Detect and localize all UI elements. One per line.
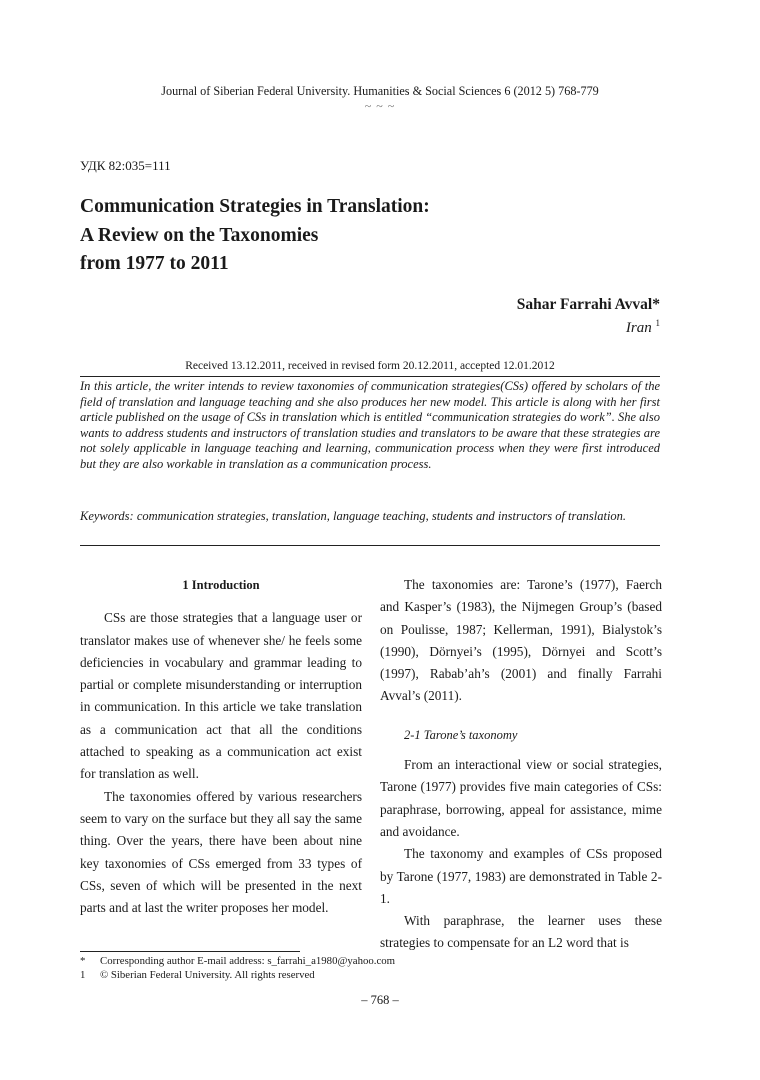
abstract-top-rule <box>80 376 660 377</box>
paragraph-intro-1: CSs are those strategies that a language user or translator makes use of whenever she/ he feels some deficiencies in vocabulary and grammar leading to partial or complete misunderstanding or interruption in communication. In this article we take translation as a communication act that all the conditions attached to speaking as a communication act exist for translation as well. <box>80 610 362 782</box>
footnote-rule <box>80 951 300 952</box>
udk-code: УДК 82:035=111 <box>80 158 171 173</box>
right-column <box>380 574 662 955</box>
affiliation-country: Iran <box>625 320 652 336</box>
paragraph-tarone-1: From an interactional view or social strategies, Tarone (1977) provides five main categories of CSs: paraphrase, borrowing, appeal for assistance, mime and avoidance. <box>380 757 662 839</box>
article-title <box>80 193 430 279</box>
footnote-text: © Siberian Federal University. All rights reserved <box>100 969 315 981</box>
affiliation-footnote-mark: 1 <box>655 318 660 328</box>
received-dates: Received 13.12.2011, received in revised form 20.12.2011, accepted 12.01.2012 <box>185 360 555 372</box>
author-name: Sahar Farrahi Avval* <box>516 296 660 313</box>
left-column <box>80 574 362 919</box>
footnote-corresponding-author <box>80 954 395 968</box>
abstract: In this article, the writer intends to review taxonomies of communication strategies(CSs) offered by scholars of the field of translation and language teaching and she also produces her new model. This article is along with her first article published on the usage of CSs in translation which is entitled “communication strategies do work”. She also wants to address students and instructors of translation studies and translators to be aware that these strategies are not solely applicable in language teaching and learning, communication process when they were first introduced but they are also workable in translation as a communication process. <box>80 379 660 471</box>
author-affiliation <box>626 318 660 337</box>
footnote-text: Corresponding author E-mail address: s_farrahi_a1980@yahoo.com <box>100 955 396 967</box>
footnote-mark: 1 <box>80 969 86 981</box>
footnote-copyright <box>80 968 315 982</box>
paragraph-tarone-3: With paraphrase, the learner uses these strategies to compensate for an L2 word that is <box>380 913 662 951</box>
title-line-1: Communication Strategies in Translation: <box>80 196 430 217</box>
keywords: Keywords: communication strategies, translation, language teaching, students and instructors of translation. <box>80 509 627 523</box>
section-heading-introduction: 1 Introduction <box>182 578 260 592</box>
page-number: – 768 – <box>361 993 399 1007</box>
footnote-mark: * <box>80 955 86 967</box>
subsection-heading-tarone: 2-1 Tarone’s taxonomy <box>404 727 518 742</box>
header-ornament: ~ ~ ~ <box>364 99 396 113</box>
running-head: Journal of Siberian Federal University. Humanities & Social Sciences 6 (2012 5) 768-779 <box>161 84 599 98</box>
paragraph-tarone-2: The taxonomy and examples of CSs proposed by Tarone (1977, 1983) are demonstrated in Table 2-1. <box>380 846 662 906</box>
title-line-3: from 1977 to 2011 <box>80 253 229 274</box>
title-line-2: A Review on the Taxonomies <box>80 224 319 246</box>
abstract-bottom-rule <box>80 545 660 546</box>
paragraph-taxonomies-list: The taxonomies are: Tarone’s (1977), Faerch and Kasper’s (1983), the Nijmegen Group’s (based on Poulisse, 1987; Kellerman, 1991), Bialystok’s (1990), Dörnyei’s (1995), Dörnyei and Scott’s (1997), Rabab’ah’s (2001) and finally Farrahi Avval’s (2011). <box>380 577 662 704</box>
paragraph-intro-2: The taxonomies offered by various researchers seem to vary on the surface but they all say the same thing. Over the years, there have been about nine key taxonomies of CSs emerged from 33 types of CSs, seven of which will be presented in the next parts and at last the writer proposes her model. <box>80 788 362 916</box>
